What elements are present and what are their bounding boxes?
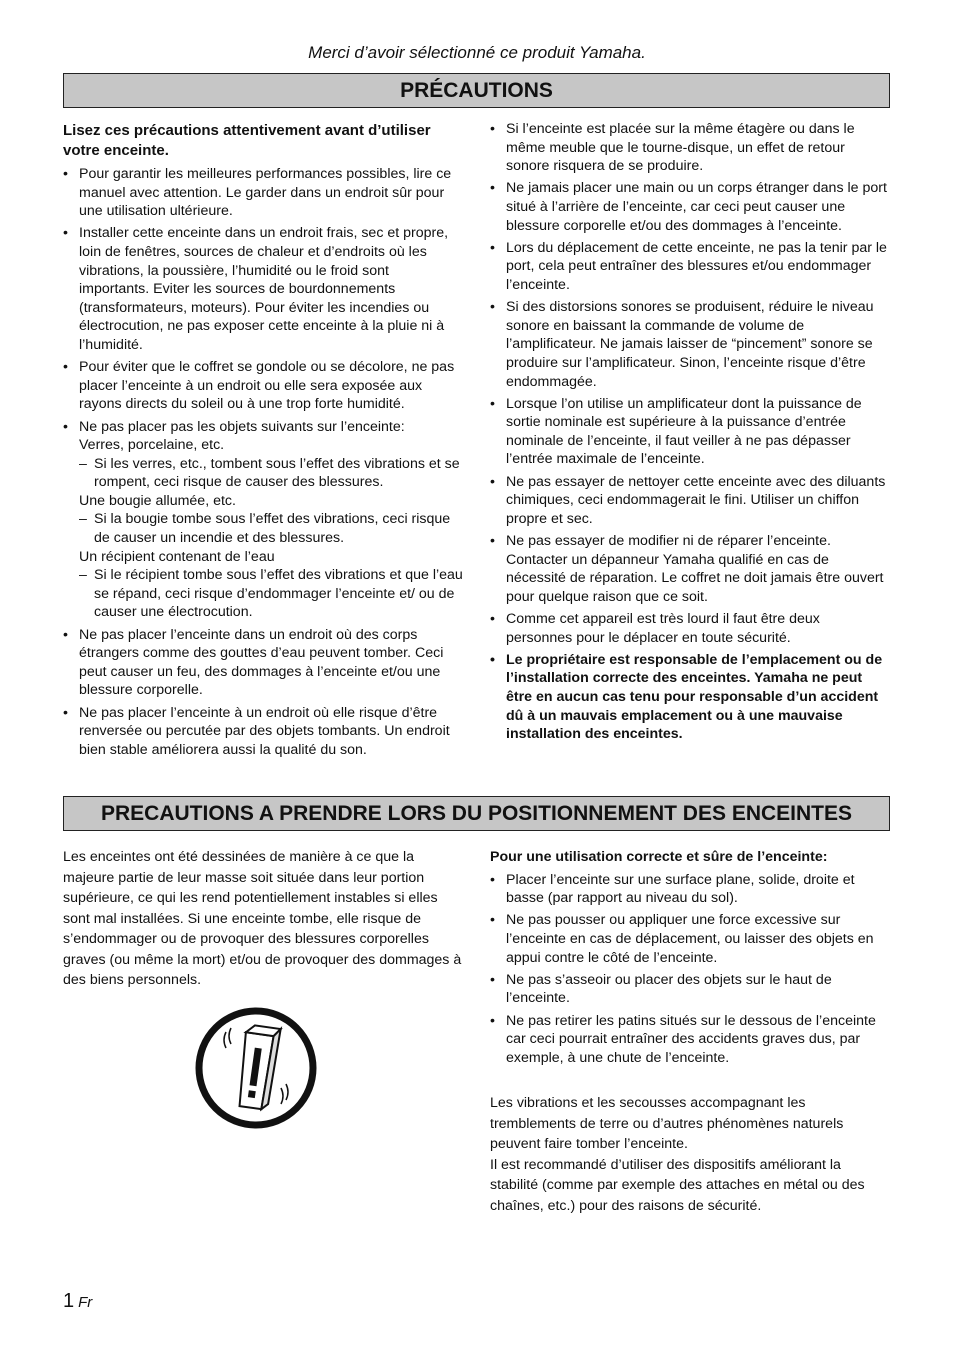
list-item: • Ne pas retirer les patins situés sur le dessous de l’enceinte car ceci pourrait entraîner des accidents graves dus, par exemple, à une chute de l’enceinte. [490, 1012, 890, 1068]
object-label: Verres, porcelaine, etc. [79, 437, 225, 454]
list-item: • Ne pas essayer de nettoyer cette enceinte avec des diluants chimiques, ceci endommagerait le fini. Utiliser un chiffon propre et sec. [490, 473, 890, 529]
list-item: • Comme cet appareil est très lourd il faut être deux personnes pour le déplacer en toute sécurité. [490, 610, 890, 647]
earthquake-paragraph [490, 1093, 890, 1216]
safe-use-column [490, 848, 890, 1071]
dash-item: – Si la bougie tombe sous l’effet des vibrations, ceci risque de causer un incendie et des blessures. [63, 510, 463, 547]
intro-heading: Lisez ces précautions attentivement avant d’utiliser votre enceinte. [63, 122, 431, 159]
speaker-tipping-warning-icon [193, 1006, 319, 1130]
page-number [63, 1290, 92, 1313]
page-number-value: 1 [63, 1290, 75, 1312]
list-item: • Si l’enceinte est placée sur la même étagère ou dans le même meuble que le tourne-disque, un effet de retour sonore risquera de se produire. [490, 120, 890, 176]
list-item: • Ne pas placer l’enceinte dans un endroit où des corps étrangers comme des gouttes d’eau peuvent tomber. Ceci peut causer un feu, des dommages à l’enceinte et/ou une blessure corporelle. [63, 626, 463, 700]
list-item: • Placer l’enceinte sur une surface plane, solide, droite et basse (par rapport au niveau du sol). [490, 871, 890, 908]
dash-item: – Si les verres, etc., tombent sous l’effet des vibrations et se rompent, ceci risque de causer des blessures. [63, 455, 463, 492]
safe-use-heading: Pour une utilisation correcte et sûre de l’enceinte: [490, 849, 828, 865]
list-item: • Ne jamais placer une main ou un corps étranger dans le port situé à l’arrière de l’enceinte, car ceci peut causer une blessure corporelle et/ou des dommages à l’enceinte. [490, 179, 890, 235]
list-item: • Ne pas essayer de modifier ni de réparer l’enceinte. Contacter un dépanneur Yamaha qualifié en cas de nécessité de réparation. Le coffret ne doit jamais être ouvert pour quelque raison que ce soit. [490, 532, 890, 606]
object-label: Une bougie allumée, etc. [79, 492, 236, 509]
list-item: • Ne pas s’asseoir ou placer des objets sur le haut de l’enceinte. [490, 971, 890, 1008]
list-item: • Installer cette enceinte dans un endroit frais, sec et propre, loin de fenêtres, sources de chaleur et d’endroits où les vibrations, la poussière, l’humidité ou le froid sont importants. Eviter les sources de bourdonnements (transformateurs, moteurs). Pour éviter les incendies ou électrocution, ne pas exposer cette enceinte à la pluie ni à l’humidité. [63, 224, 463, 354]
precautions-left-column [63, 121, 463, 763]
language-code: Fr [78, 1294, 93, 1311]
list-item: • Si des distorsions sonores se produisent, réduire le niveau sonore en baissant la commande de volume de l’amplificateur. Ne jamais laisser de “pincement” sonore se produire sur l’amplificateur. Sinon, l’enceinte risque d’être endommagée. [490, 298, 890, 391]
earthquake-text: Les vibrations et les secousses accompagnant les tremblements de terre ou d’autres phénomènes naturels peuvent faire tomber l’enceinte. [490, 1095, 844, 1152]
positioning-intro-paragraph: Les enceintes ont été dessinées de manière à ce que la majeure partie de leur masse soit située dans leur portion supérieure, ce qui les rend potentiellement instables si elles sont mal installées. Si une enceinte tombe, elle risque de s’endommager ou de provoquer des blessures corporelles graves (ou même la mort) et/ou de provoquer des dommages à des biens personnels. [63, 849, 462, 988]
list-item: • Ne pas placer l’enceinte à un endroit où elle risque d’être renversée ou percutée par des objets tombants. Un endroit bien stable améliorera aussi la qualité du son. [63, 704, 463, 760]
section-title-precautions: PRÉCAUTIONS [63, 73, 890, 108]
list-item: • Lors du déplacement de cette enceinte, ne pas la tenir par le port, cela peut entraîner des blessures et/ou endommager l’enceinte. [490, 239, 890, 295]
list-item: • Pour éviter que le coffret se gondole ou se décolore, ne pas placer l’enceinte à un endroit ou elle sera exposée aux rayons directs du soleil ou à une trop forte humidité. [63, 358, 463, 414]
list-item: • Lorsque l’on utilise un amplificateur dont la puissance de sortie nominale est supérieure à la puissance d’entrée nominale de l’enceinte, il faut veiller à ne pas dépasser l’entrée maximale de l’enceinte. [490, 395, 890, 469]
list-item-objects [63, 418, 463, 623]
safe-use-list [490, 871, 890, 1068]
object-label: Un récipient contenant de l’eau [79, 548, 275, 565]
tagline: Merci d’avoir sélectionné ce produit Yamaha. [308, 43, 646, 62]
section-title-positioning: PRECAUTIONS A PRENDRE LORS DU POSITIONNEMENT DES ENCEINTES [63, 796, 890, 831]
stability-devices-text: Il est recommandé d’utiliser des dispositifs améliorant la stabilité (comme par exemple des attaches en métal ou des chaînes, etc.) pour des raisons de sécurité. [490, 1156, 865, 1214]
objects-intro: • Ne pas placer pas les objets suivants sur l’enceinte: [79, 418, 405, 435]
list-item: • Ne pas pousser ou appliquer une force excessive sur l’enceinte en cas de déplacement, ou laisser des objets en appui contre le côté de l’enceinte. [490, 911, 890, 967]
list-item: • Pour garantir les meilleures performances possibles, lire ce manuel avec attention. Le garder dans un endroit sûr pour une utilisation ultérieure. [63, 165, 463, 221]
precautions-list-right [490, 120, 890, 744]
dash-item: – Si le récipient tombe sous l’effet des vibrations et que l’eau se répand, ceci risque d’endommager l’enceinte et/ ou de causer une électrocution. [63, 566, 463, 622]
list-item-responsibility: • Le propriétaire est responsable de l’emplacement ou de l’installation correcte des enceintes. Yamaha ne peut être en aucun cas tenu pour responsable d’un accident dû à un mauvais emplacement ou à une mauvaise installation des enceintes. [490, 651, 890, 744]
precautions-right-column [490, 120, 890, 747]
precautions-list-left [63, 165, 463, 759]
